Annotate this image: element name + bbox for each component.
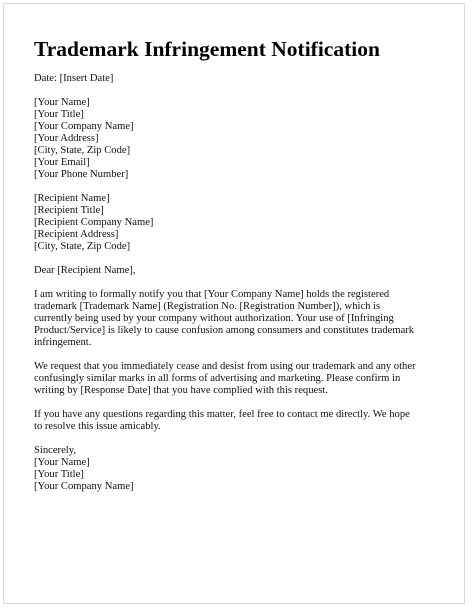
sender-phone: [Your Phone Number] (34, 169, 129, 180)
body-paragraph-1 (34, 289, 446, 349)
recipient-city-state-zip: [City, State, Zip Code] (34, 241, 131, 252)
sender-city-state-zip: [City, State, Zip Code] (34, 145, 131, 156)
paragraph-line: We request that you immediately cease and desist from using our trademark and any other (34, 361, 416, 372)
paragraph-line: confusingly similar marks in all forms of advertising and marketing. Please confirm in (34, 373, 401, 384)
sender-email: [Your Email] (34, 157, 90, 168)
signature-name: [Your Name] (34, 457, 90, 468)
letter-content (34, 36, 446, 493)
sender-address: [Your Address] (34, 133, 99, 144)
sender-company: [Your Company Name] (34, 121, 134, 132)
paragraph-line: If you have any questions regarding this matter, feel free to contact me directly. We hope (34, 409, 410, 420)
paragraph-line: infringement. (34, 337, 92, 348)
recipient-name: [Recipient Name] (34, 193, 110, 204)
closing: Sincerely, (34, 445, 76, 456)
paragraph-line: writing by [Response Date] that you have complied with this request. (34, 385, 328, 396)
paragraph-line: I am writing to formally notify you that [Your Company Name] holds the registered (34, 289, 390, 300)
paragraph-line: currently being used by your company without authorization. Your use of [Infringing (34, 313, 394, 324)
sender-block (34, 97, 446, 181)
paragraph-line: to resolve this issue amicably. (34, 421, 161, 432)
date-line: Date: [Insert Date] (34, 73, 114, 84)
recipient-title: [Recipient Title] (34, 205, 104, 216)
page-title: Trademark Infringement Notification (34, 37, 380, 61)
recipient-company: [Recipient Company Name] (34, 217, 154, 228)
salutation: Dear [Recipient Name], (34, 265, 136, 276)
closing-block (34, 445, 446, 493)
body-paragraph-2 (34, 361, 446, 397)
paragraph-line: trademark [Trademark Name] (Registration No. [Registration Number]), which is (34, 301, 381, 312)
sender-title: [Your Title] (34, 109, 84, 120)
signature-company: [Your Company Name] (34, 481, 134, 492)
paragraph-line: Product/Service] is likely to cause confusion among consumers and constitutes trademark (34, 325, 415, 336)
sender-name: [Your Name] (34, 97, 90, 108)
recipient-address: [Recipient Address] (34, 229, 119, 240)
letter-page (3, 3, 465, 604)
recipient-block (34, 193, 446, 253)
signature-title: [Your Title] (34, 469, 84, 480)
body-paragraph-3 (34, 409, 446, 433)
